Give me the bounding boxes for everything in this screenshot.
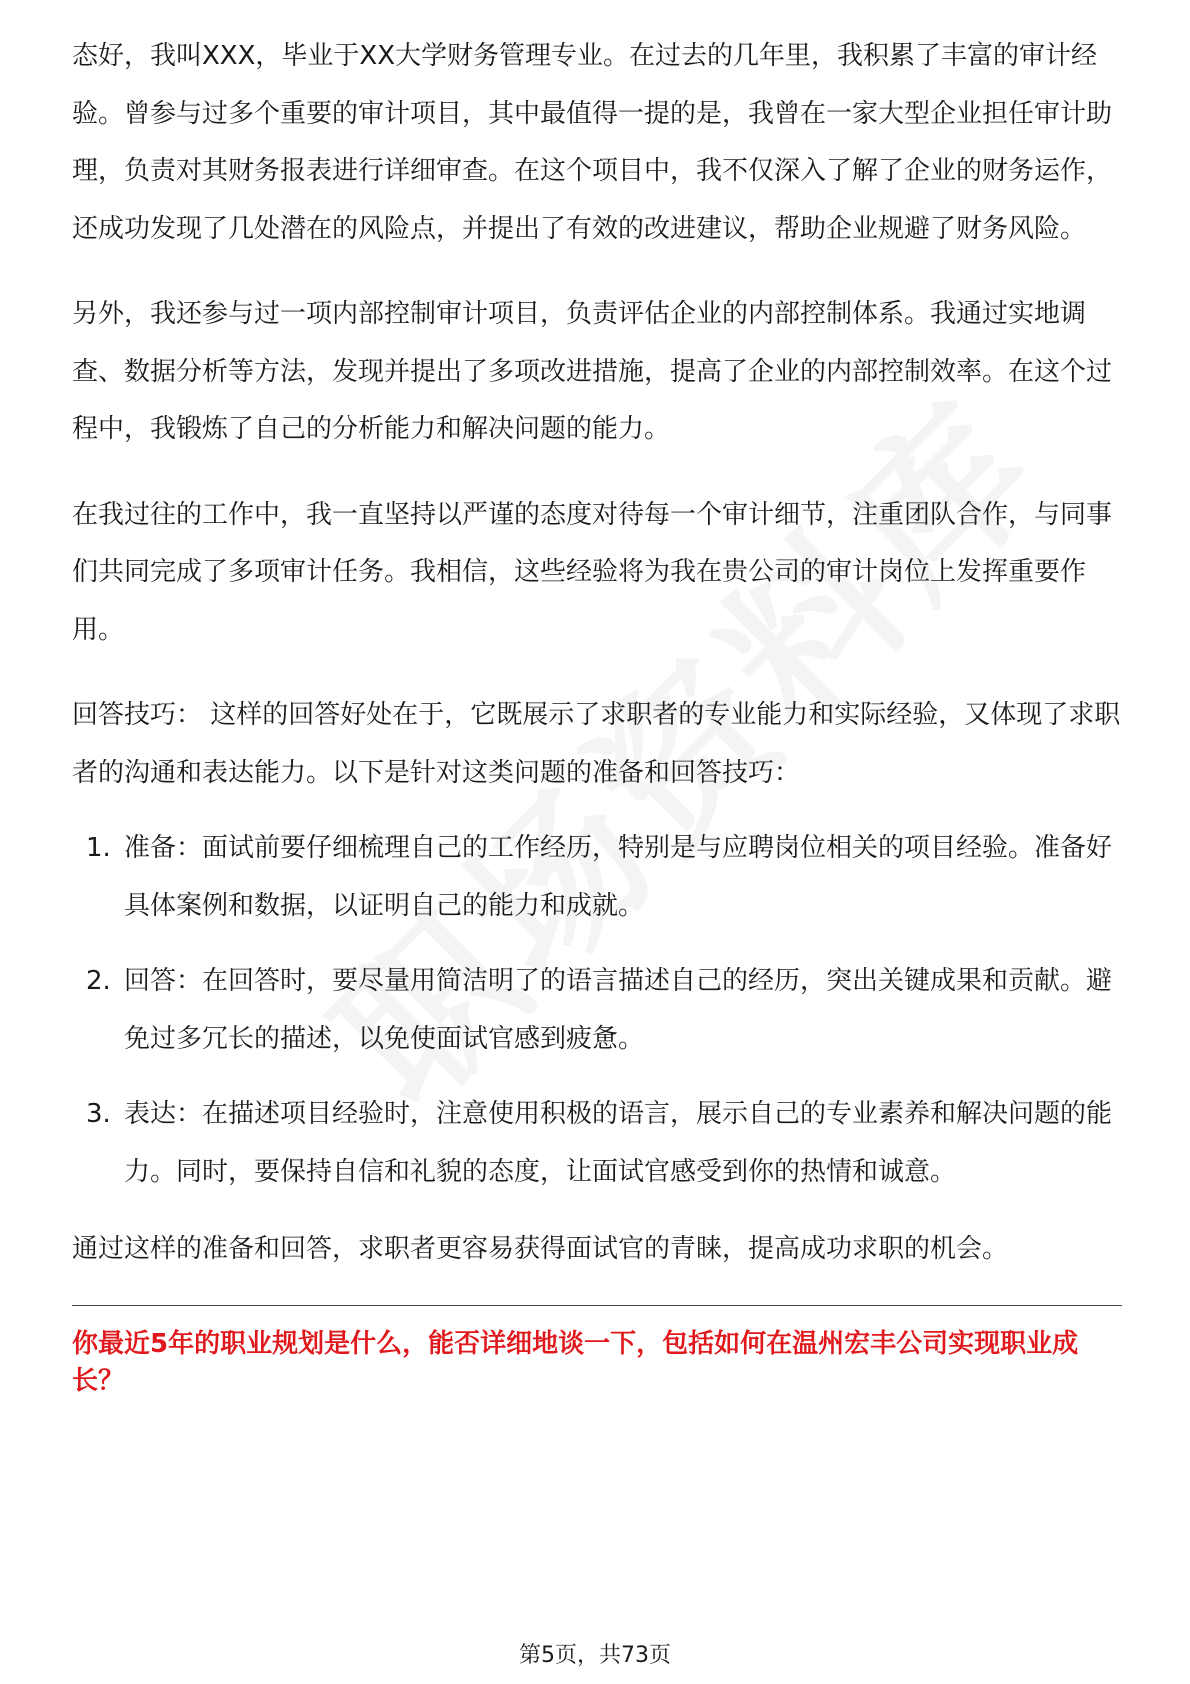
list-item xyxy=(72,1086,1122,1201)
answer-paragraph-1: 态好，我叫XXX，毕业于XX大学财务管理专业。在过去的几年里，我积累了丰富的审计经验。曾参与过多个重要的审计项目，其中最值得一提的是，我曾在一家大型企业担任审计助理，负责对其财务报表进行详细审查。在这个项目中，我不仅深入了解了企业的财务运作，还成功发现了几处潜在的风险点，并提出了有效的改进建议，帮助企业规避了财务风险。 xyxy=(72,41,1113,244)
answer-paragraph-2: 另外，我还参与过一项内部控制审计项目，负责评估企业的内部控制体系。我通过实地调查、数据分析等方法，发现并提出了多项改进措施，提高了企业的内部控制效率。在这个过程中，我锻炼了自己的分析能力和解决问题的能力。 xyxy=(72,299,1113,444)
list-text: 回答：在回答时，要尽量用简洁明了的语言描述自己的经历，突出关键成果和贡献。避免过多冗长的描述，以免使面试官感到疲惫。 xyxy=(124,966,1113,1054)
list-number: 2. xyxy=(86,966,111,996)
document-page xyxy=(72,0,1122,1400)
next-question-heading: 你最近5年的职业规划是什么，能否详细地谈一下，包括如何在温州宏丰公司实现职业成长？ xyxy=(72,1328,1079,1396)
tips-list xyxy=(72,820,1122,1201)
list-text: 准备：面试前要仔细梳理自己的工作经历，特别是与应聘岗位相关的项目经验。准备好具体案例和数据，以证明自己的能力和成就。 xyxy=(124,833,1113,921)
tips-intro: 回答技巧： 这样的回答好处在于，它既展示了求职者的专业能力和实际经验，又体现了求职者的沟通和表达能力。以下是针对这类问题的准备和回答技巧： xyxy=(72,700,1121,788)
list-item xyxy=(72,953,1122,1068)
list-number: 3. xyxy=(86,1099,111,1129)
page-footer: 第5页，共73页 xyxy=(519,1643,671,1668)
list-text: 表达：在描述项目经验时，注意使用积极的语言，展示自己的专业素养和解决问题的能力。同时，要保持自信和礼貌的态度，让面试官感受到你的热情和诚意。 xyxy=(124,1099,1113,1187)
answer-paragraph-3: 在我过往的工作中，我一直坚持以严谨的态度对待每一个审计细节，注重团队合作，与同事们共同完成了多项审计任务。我相信，这些经验将为我在贵公司的审计岗位上发挥重要作用。 xyxy=(72,499,1113,645)
closing-paragraph: 通过这样的准备和回答，求职者更容易获得面试官的青睐，提高成功求职的机会。 xyxy=(72,1234,1009,1264)
list-item xyxy=(72,820,1122,935)
list-number: 1. xyxy=(86,833,111,863)
